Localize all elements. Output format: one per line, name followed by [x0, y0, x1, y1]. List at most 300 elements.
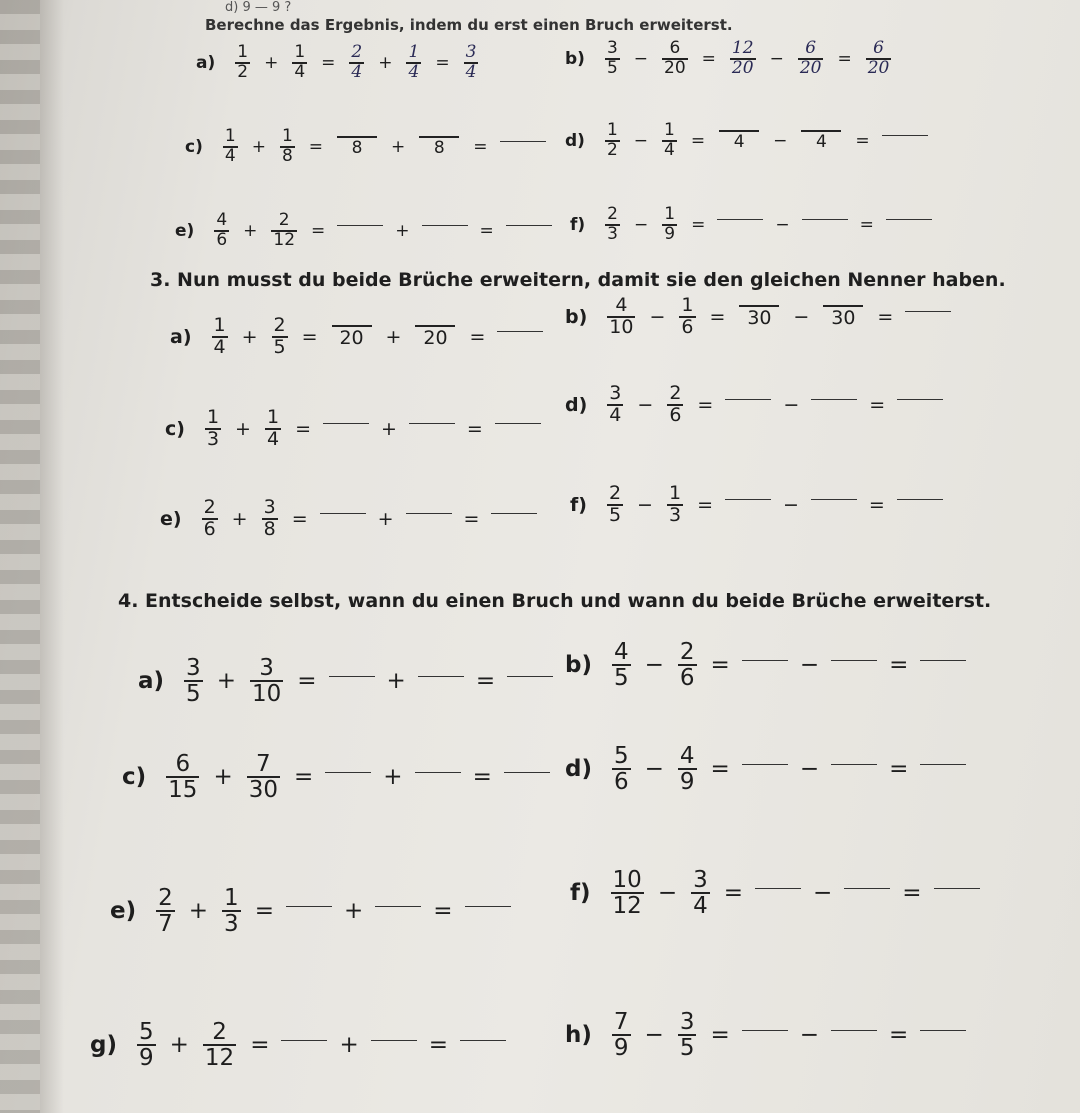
s4g-result-blank [460, 1038, 506, 1041]
s3c-blank-1 [323, 421, 369, 424]
s4g-fraction-2-denominator: 12 [204, 1045, 235, 1072]
task-4g [90, 1020, 510, 1070]
s4a-fraction-2 [250, 656, 283, 706]
s2b-answer-2-numerator: 6 [805, 38, 817, 58]
s3e-fraction-1-denominator: 6 [203, 517, 216, 540]
s4b-equals-1: = [710, 652, 730, 679]
s4h-fraction-2-denominator: 5 [679, 1035, 695, 1062]
s3e-fraction-2-denominator: 8 [263, 517, 276, 540]
s4c-fraction-1 [166, 752, 199, 802]
s4d-blank-1 [742, 762, 788, 765]
s3e-fraction-2 [262, 498, 278, 540]
s3e-blank-1 [320, 511, 366, 514]
s3c-operator-2: + [380, 417, 397, 440]
task-4c [122, 752, 554, 802]
s4a-operator-2: + [386, 668, 406, 695]
s4g-operator: + [169, 1032, 189, 1059]
s2d-operator: − [633, 130, 649, 151]
s4d-equals-2: = [889, 756, 909, 783]
s4b-fraction-2-numerator: 2 [679, 639, 695, 665]
s2d-label: d) [565, 130, 585, 151]
s2b-answer-3 [866, 40, 892, 78]
s4d-fraction-2 [678, 744, 697, 794]
s2c-label: c) [185, 136, 203, 157]
s4e-label: e) [110, 898, 137, 925]
s4d-fraction-2-denominator: 9 [679, 769, 695, 796]
s4e-blank-1 [286, 904, 332, 907]
s3b-fraction-1 [607, 296, 635, 338]
s2f-label: f) [570, 214, 586, 235]
s3f-fraction-2 [667, 484, 683, 526]
s4d-label: d) [565, 756, 592, 783]
s2f-equals-1: = [691, 214, 706, 235]
s2f-operator-2: − [775, 214, 790, 235]
s3a-fraction-2-numerator: 2 [273, 314, 286, 336]
s2b-answer-3-numerator: 6 [873, 38, 884, 58]
s3a-fraction-1 [212, 316, 228, 358]
s3a-fraction-1-denominator: 4 [213, 335, 226, 358]
binder-edge [0, 0, 40, 1113]
s3f-fraction-1 [607, 484, 623, 526]
s4d-fraction-2-numerator: 4 [679, 743, 695, 769]
s4c-equals-2: = [472, 764, 492, 791]
s4g-fraction-1-denominator: 9 [138, 1045, 154, 1072]
s4a-equals-1: = [297, 668, 317, 695]
s4b-blank-1 [742, 658, 788, 661]
s3f-fraction-2-numerator: 1 [668, 482, 682, 504]
s3e-result-blank [491, 511, 537, 514]
task-4h [565, 1010, 970, 1060]
task-3f [570, 484, 947, 526]
s3b-blank-2 [823, 305, 863, 329]
s4g-operator-2: + [339, 1032, 359, 1059]
s2a-answer-3-denominator: 4 [465, 61, 477, 82]
s3e-operator: + [231, 507, 248, 530]
s3f-result-blank [897, 497, 943, 500]
s4g-equals-1: = [250, 1032, 270, 1059]
s3f-blank-1 [725, 497, 771, 500]
s4g-fraction-1-numerator: 5 [138, 1019, 154, 1045]
s2f-equals-2: = [859, 214, 874, 235]
s4h-fraction-2-numerator: 3 [679, 1009, 695, 1035]
s4a-blank-2 [418, 674, 464, 677]
s2d-fraction-1-denominator: 2 [606, 139, 618, 160]
s4c-operator: + [213, 764, 233, 791]
s4d-fraction-1-denominator: 6 [613, 769, 629, 796]
s4b-fraction-2 [678, 640, 697, 690]
s2c-fraction-1-denominator: 4 [224, 145, 236, 166]
s2b-fraction-2 [662, 40, 688, 78]
s2e-operator-2: + [395, 220, 410, 241]
task-2f [570, 206, 936, 244]
s2f-fraction-1-denominator: 3 [607, 223, 618, 244]
s2a-label: a) [196, 52, 216, 73]
s2a-fraction-2 [292, 44, 307, 82]
task-2c [185, 128, 550, 166]
s3b-fraction-2 [679, 296, 695, 338]
s2b-label: b) [565, 48, 585, 69]
s3a-blank-1-denominator: 20 [339, 326, 364, 349]
s3f-blank-2 [811, 497, 857, 500]
s2d-blank-1 [719, 130, 759, 152]
s3c-equals-2: = [466, 417, 483, 440]
s4e-fraction-1-denominator: 7 [158, 911, 173, 938]
s4c-fraction-2-denominator: 30 [248, 777, 278, 804]
s2b-operator: − [633, 48, 649, 69]
section-4-heading: 4. Entscheide selbst, wann du einen Bruch und wann du beide Brüche erweiterst. [118, 590, 992, 612]
s3d-fraction-1-numerator: 3 [609, 382, 622, 404]
s3f-fraction-2-denominator: 3 [668, 503, 682, 526]
s2a-equals-2: = [435, 52, 450, 73]
s4h-fraction-1 [612, 1010, 631, 1060]
s2d-blank-1-denominator: 4 [733, 131, 745, 152]
s4h-equals-2: = [889, 1022, 909, 1049]
s4f-operator-2: − [813, 880, 833, 907]
s3b-operator-2: − [793, 305, 810, 328]
s2e-equals-1: = [311, 220, 326, 241]
s2f-blank-2 [802, 217, 848, 220]
s2b-answer-1 [730, 40, 756, 78]
s4g-label: g) [90, 1032, 117, 1059]
s2e-result-blank [506, 223, 552, 226]
s4h-operator: − [644, 1022, 664, 1049]
s2a-fraction-1-numerator: 1 [237, 42, 249, 62]
s4f-equals-1: = [723, 880, 744, 907]
s2c-result-blank [500, 139, 546, 142]
s2d-operator-2: − [773, 130, 788, 151]
s4h-label: h) [565, 1022, 592, 1049]
s4d-blank-2 [831, 762, 877, 765]
s2c-blank-1 [337, 136, 377, 158]
s3b-blank-2-denominator: 30 [831, 306, 856, 329]
s3b-fraction-1-denominator: 10 [609, 315, 634, 338]
s4h-blank-2 [831, 1028, 877, 1031]
s2a-fraction-1 [235, 44, 250, 82]
s2a-fraction-1-denominator: 2 [237, 61, 249, 82]
s2a-operator-2: + [378, 52, 393, 73]
s3a-fraction-1-numerator: 1 [213, 314, 226, 336]
s2c-equals-2: = [473, 136, 488, 157]
s2c-fraction-2-denominator: 8 [281, 145, 293, 166]
s4a-blank-1 [329, 674, 375, 677]
s3a-label: a) [170, 325, 192, 348]
s2f-operator: − [634, 214, 649, 235]
s2a-answer-2-denominator: 4 [408, 61, 420, 82]
s3c-equals-1: = [295, 417, 311, 440]
s4d-equals-1: = [710, 756, 730, 783]
s4b-fraction-1-numerator: 4 [613, 639, 629, 665]
s2f-fraction-1-numerator: 2 [607, 204, 618, 224]
s3c-fraction-2 [265, 408, 281, 450]
s3a-equals-2: = [469, 325, 486, 348]
s2d-fraction-2-denominator: 4 [664, 139, 675, 160]
s3b-fraction-2-denominator: 6 [681, 315, 694, 338]
s4a-fraction-2-numerator: 3 [259, 655, 274, 681]
s4e-blank-2 [375, 904, 421, 907]
s4h-fraction-1-numerator: 7 [613, 1009, 629, 1035]
s3b-operator: − [649, 305, 666, 328]
s4c-result-blank [504, 770, 550, 773]
s2f-result-blank [886, 217, 932, 220]
s4c-blank-1 [325, 770, 371, 773]
task-3a [170, 316, 547, 358]
s3a-blank-1 [332, 325, 372, 349]
s4c-fraction-1-numerator: 6 [175, 751, 191, 777]
s4e-operator-2: + [343, 898, 364, 925]
s2a-answer-2-numerator: 1 [408, 42, 420, 62]
s4a-result-blank [507, 674, 553, 677]
s2c-fraction-2-numerator: 1 [281, 126, 293, 146]
s4e-fraction-1-numerator: 2 [158, 885, 173, 911]
s4b-blank-2 [831, 658, 877, 661]
s3e-equals-1: = [291, 507, 308, 530]
s2c-equals-1: = [308, 136, 324, 157]
s3c-label: c) [165, 417, 185, 440]
s4e-equals-1: = [254, 898, 274, 925]
s2c-blank-2 [419, 136, 459, 158]
task-3d [565, 384, 947, 426]
s4e-operator: + [188, 898, 209, 925]
s4b-label: b) [565, 652, 592, 679]
s2b-fraction-1 [605, 40, 620, 78]
s4b-fraction-2-denominator: 6 [679, 665, 695, 692]
s2a-answer-3 [464, 44, 479, 82]
s4g-fraction-1 [137, 1020, 156, 1070]
s2e-fraction-1-numerator: 4 [216, 210, 228, 230]
s3b-result-blank [905, 309, 951, 312]
s4c-blank-2 [415, 770, 461, 773]
s4g-blank-1 [281, 1038, 327, 1041]
s3c-fraction-2-numerator: 1 [266, 406, 280, 428]
s4h-fraction-1-denominator: 9 [613, 1035, 629, 1062]
s4e-fraction-1 [156, 886, 175, 936]
s2a-answer-1-denominator: 4 [351, 61, 363, 82]
s3c-fraction-1 [205, 408, 221, 450]
s3e-fraction-2-numerator: 3 [263, 496, 276, 518]
s3f-operator: − [637, 493, 653, 516]
task-3b [565, 296, 955, 338]
s4h-operator-2: − [799, 1022, 820, 1049]
s4b-equals-2: = [889, 652, 909, 679]
s4a-fraction-2-denominator: 10 [251, 681, 282, 708]
s4f-fraction-2-numerator: 3 [693, 867, 708, 893]
s4c-operator-2: + [383, 764, 403, 791]
s2d-fraction-2 [662, 122, 677, 160]
s2d-result-blank [882, 133, 928, 136]
s3e-operator-2: + [377, 507, 394, 530]
s2b-answer-2 [798, 40, 824, 78]
s3d-equals-1: = [697, 393, 714, 416]
s3b-blank-1-denominator: 30 [747, 306, 772, 329]
s2e-blank-1 [337, 223, 383, 226]
s4f-operator: − [657, 880, 678, 907]
s2c-operator: + [251, 136, 266, 157]
s4d-result-blank [920, 762, 966, 765]
task-4e [110, 886, 515, 936]
s4d-operator-2: − [799, 756, 820, 783]
s3b-fraction-2-numerator: 1 [681, 294, 694, 316]
section-3-heading: 3. Nun musst du beide Brüche erweitern, damit sie den gleichen Nenner haben. [150, 269, 1006, 291]
s2e-fraction-2 [271, 212, 297, 250]
s4g-fraction-2-numerator: 2 [212, 1019, 227, 1045]
s3d-equals-2: = [869, 393, 886, 416]
s4b-fraction-1 [612, 640, 631, 690]
s2a-answer-2 [406, 44, 421, 82]
s3f-label: f) [570, 493, 587, 516]
s2c-blank-2-denominator: 8 [433, 137, 445, 158]
task-4a [138, 656, 557, 706]
s2e-fraction-1-denominator: 6 [216, 229, 228, 250]
task-4d [565, 744, 970, 794]
s2d-blank-2 [801, 130, 841, 152]
s3a-blank-2-denominator: 20 [423, 326, 448, 349]
s4d-fraction-1 [612, 744, 631, 794]
s3c-fraction-1-denominator: 3 [206, 427, 220, 450]
s3d-blank-1 [725, 397, 771, 400]
s2e-label: e) [175, 220, 195, 241]
s3a-operator-2: + [385, 325, 402, 348]
s4c-label: c) [122, 764, 147, 791]
s3d-label: d) [565, 393, 588, 416]
s4a-fraction-1-numerator: 3 [186, 655, 201, 681]
s4a-fraction-1-denominator: 5 [186, 681, 201, 708]
s4b-operator-2: − [799, 652, 820, 679]
s4b-fraction-1-denominator: 5 [613, 665, 629, 692]
s2d-fraction-1-numerator: 1 [606, 120, 618, 140]
s2b-equals-1: = [701, 48, 716, 69]
s2e-blank-2 [422, 223, 468, 226]
s4e-result-blank [465, 904, 511, 907]
s3d-result-blank [897, 397, 943, 400]
s2b-answer-1-denominator: 20 [731, 57, 754, 78]
s3c-blank-2 [409, 421, 455, 424]
s4e-equals-2: = [433, 898, 453, 925]
s4c-fraction-2-numerator: 7 [256, 751, 271, 777]
s2b-answer-2-denominator: 20 [799, 57, 822, 78]
s2b-answer-1-numerator: 12 [731, 38, 754, 58]
s2c-fraction-1 [223, 128, 238, 166]
s4b-operator: − [644, 652, 664, 679]
s4d-operator: − [644, 756, 664, 783]
s4h-fraction-2 [678, 1010, 697, 1060]
task-2d [565, 122, 932, 160]
s4c-fraction-1-denominator: 15 [168, 777, 198, 804]
task-2e [175, 212, 556, 250]
s2b-fraction-2-denominator: 20 [664, 57, 686, 78]
s2b-equals-2: = [837, 48, 852, 69]
s3d-fraction-2-numerator: 2 [669, 382, 682, 404]
s2a-answer-1-numerator: 2 [351, 42, 363, 62]
s3d-fraction-1-denominator: 4 [609, 403, 622, 426]
s4b-result-blank [920, 658, 966, 661]
s3b-label: b) [565, 305, 588, 328]
s3d-fraction-1 [607, 384, 623, 426]
s3f-fraction-1-denominator: 5 [608, 503, 622, 526]
s4g-fraction-2 [203, 1020, 236, 1070]
s2d-fraction-1 [605, 122, 620, 160]
s4c-equals-1: = [294, 764, 314, 791]
s4f-fraction-2 [691, 868, 710, 918]
s2c-fraction-2 [280, 128, 295, 166]
s2e-operator: + [243, 220, 258, 241]
s2a-fraction-2-numerator: 1 [294, 42, 306, 62]
s3b-blank-1 [739, 305, 779, 329]
previous-task-stub: d) 9 — 9 ? [225, 0, 292, 15]
s4f-fraction-2-denominator: 4 [693, 893, 708, 920]
s2b-fraction-1-numerator: 3 [606, 38, 618, 58]
s2a-answer-1 [349, 44, 364, 82]
s3d-fraction-2-denominator: 6 [669, 403, 682, 426]
s2c-fraction-1-numerator: 1 [224, 126, 236, 146]
s2a-fraction-2-denominator: 4 [294, 61, 306, 82]
s3c-fraction-1-numerator: 1 [206, 406, 220, 428]
s3a-equals-1: = [301, 325, 318, 348]
task-4f [570, 868, 984, 918]
s3a-result-blank [497, 329, 543, 332]
s4f-label: f) [570, 880, 591, 907]
s3d-fraction-2 [667, 384, 683, 426]
s2b-fraction-1-denominator: 5 [606, 57, 618, 78]
s3b-equals-1: = [709, 305, 726, 328]
s2f-fraction-2-numerator: 1 [664, 204, 676, 224]
s2d-equals-1: = [690, 130, 706, 151]
s3c-fraction-2-denominator: 4 [266, 427, 280, 450]
s4h-equals-1: = [710, 1022, 730, 1049]
s4f-fraction-1-denominator: 12 [612, 893, 642, 920]
s2f-fraction-1 [605, 206, 620, 244]
s2e-fraction-1 [214, 212, 229, 250]
binder-shadow [40, 0, 64, 1113]
s2d-equals-2: = [855, 130, 870, 151]
s2c-blank-1-denominator: 8 [351, 137, 363, 158]
s4g-blank-2 [371, 1038, 417, 1041]
s3a-blank-2 [415, 325, 455, 349]
s2b-operator-2: − [769, 48, 784, 69]
s4a-equals-2: = [475, 668, 496, 695]
s4e-fraction-2-denominator: 3 [224, 911, 239, 938]
s2d-fraction-2-numerator: 1 [664, 120, 675, 140]
s2a-operator: + [264, 52, 279, 73]
s4c-fraction-2 [247, 752, 280, 802]
s2e-equals-2: = [479, 220, 494, 241]
s4a-label: a) [138, 668, 165, 695]
s3a-operator: + [241, 325, 258, 348]
s2c-operator-2: + [391, 136, 406, 157]
s4d-fraction-1-numerator: 5 [613, 743, 629, 769]
s3c-operator: + [235, 417, 251, 440]
s4a-operator: + [216, 668, 236, 695]
s3f-equals-1: = [697, 493, 713, 516]
s2b-fraction-2-numerator: 6 [669, 38, 681, 58]
s2b-answer-3-denominator: 20 [867, 57, 890, 78]
s3f-fraction-1-numerator: 2 [608, 482, 622, 504]
s3e-equals-2: = [463, 507, 480, 530]
s4f-fraction-1-numerator: 10 [612, 867, 642, 893]
s4a-fraction-1 [184, 656, 203, 706]
task-4b [565, 640, 970, 690]
s3a-fraction-2-denominator: 5 [273, 335, 286, 358]
s3e-blank-2 [406, 511, 452, 514]
s3e-label: e) [160, 507, 182, 530]
s2f-fraction-2 [662, 206, 677, 244]
s4h-blank-1 [742, 1028, 788, 1031]
s2e-fraction-2-denominator: 12 [273, 229, 296, 250]
s3d-operator-2: − [783, 393, 800, 416]
s3a-fraction-2 [272, 316, 288, 358]
s4f-equals-2: = [902, 880, 922, 907]
s3d-operator: − [637, 393, 654, 416]
s4e-fraction-2-numerator: 1 [224, 885, 239, 911]
